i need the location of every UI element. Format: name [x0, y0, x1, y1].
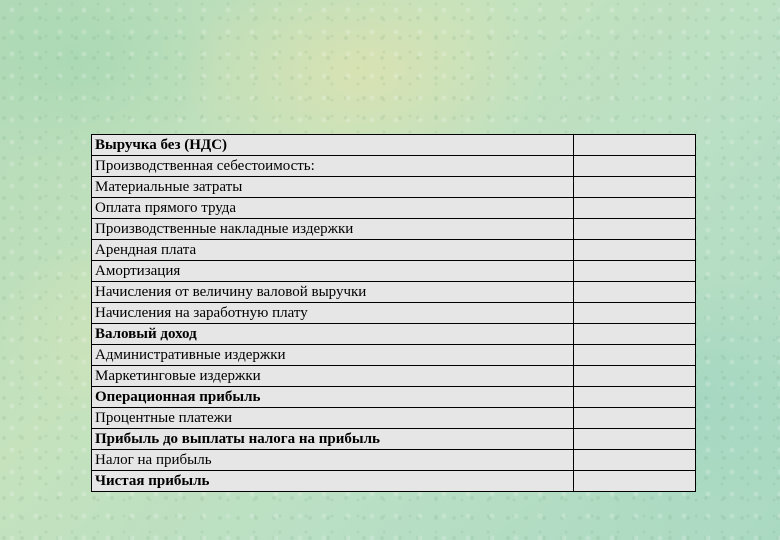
- row-label: Амортизация: [92, 261, 574, 282]
- table-row: [92, 366, 696, 387]
- row-value-cell[interactable]: [574, 198, 696, 219]
- table-row: [92, 471, 696, 492]
- table-row: [92, 450, 696, 471]
- table-row: [92, 156, 696, 177]
- row-value-cell[interactable]: [574, 366, 696, 387]
- row-label: Прибыль до выплаты налога на прибыль: [92, 429, 574, 450]
- table-row: [92, 324, 696, 345]
- row-value-cell[interactable]: [574, 261, 696, 282]
- row-label: Процентные платежи: [92, 408, 574, 429]
- row-value-cell[interactable]: [574, 429, 696, 450]
- row-value-cell[interactable]: [574, 408, 696, 429]
- row-value-cell[interactable]: [574, 471, 696, 492]
- row-label: Производственная себестоимость:: [92, 156, 574, 177]
- row-label: Выручка без (НДС): [92, 135, 574, 156]
- table-row: [92, 345, 696, 366]
- table-row: [92, 240, 696, 261]
- table-row: [92, 429, 696, 450]
- row-value-cell[interactable]: [574, 324, 696, 345]
- row-value-cell[interactable]: [574, 387, 696, 408]
- table-row: [92, 135, 696, 156]
- row-label: Начисления на заработную плату: [92, 303, 574, 324]
- row-label: Арендная плата: [92, 240, 574, 261]
- row-value-cell[interactable]: [574, 240, 696, 261]
- income-statement-table: [91, 134, 695, 492]
- row-label: Оплата прямого труда: [92, 198, 574, 219]
- row-value-cell[interactable]: [574, 303, 696, 324]
- row-value-cell[interactable]: [574, 219, 696, 240]
- row-value-cell[interactable]: [574, 450, 696, 471]
- row-label: Административные издержки: [92, 345, 574, 366]
- table-row: [92, 387, 696, 408]
- row-value-cell[interactable]: [574, 177, 696, 198]
- row-label: Операционная прибыль: [92, 387, 574, 408]
- row-label: Начисления от величину валовой выручки: [92, 282, 574, 303]
- table-row: [92, 282, 696, 303]
- row-label: Производственные накладные издержки: [92, 219, 574, 240]
- table-row: [92, 198, 696, 219]
- row-value-cell[interactable]: [574, 135, 696, 156]
- table-row: [92, 303, 696, 324]
- table-row: [92, 177, 696, 198]
- row-label: Валовый доход: [92, 324, 574, 345]
- row-label: Чистая прибыль: [92, 471, 574, 492]
- row-value-cell[interactable]: [574, 345, 696, 366]
- row-label: Налог на прибыль: [92, 450, 574, 471]
- table-row: [92, 219, 696, 240]
- income-statement-body: [92, 135, 696, 492]
- table-row: [92, 408, 696, 429]
- row-label: Маркетинговые издержки: [92, 366, 574, 387]
- row-value-cell[interactable]: [574, 156, 696, 177]
- row-label: Материальные затраты: [92, 177, 574, 198]
- income-statement-grid: [91, 134, 696, 492]
- table-row: [92, 261, 696, 282]
- row-value-cell[interactable]: [574, 282, 696, 303]
